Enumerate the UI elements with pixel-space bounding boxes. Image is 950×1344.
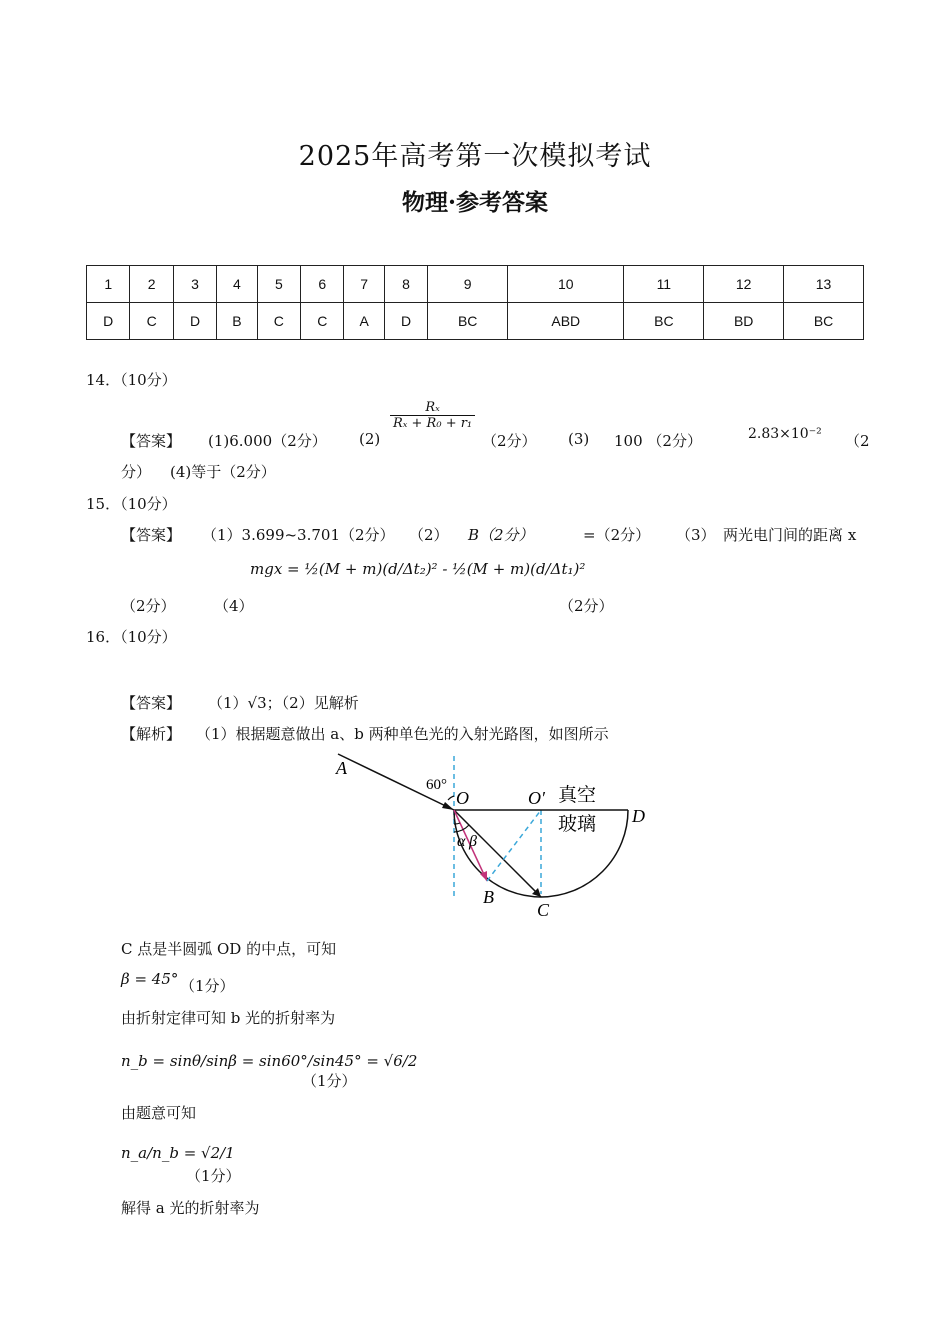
analysis-line-2-score: （1分）: [180, 977, 235, 995]
label-o-prime: O′: [528, 788, 545, 808]
q15-part2b: =（2分）: [583, 526, 651, 544]
q15-part2-label: （2）: [409, 526, 449, 544]
analysis-line-5: 由题意可知: [121, 1104, 197, 1122]
table-cell: C: [257, 303, 300, 340]
table-cell: 5: [257, 266, 300, 303]
table-cell: BC: [624, 303, 704, 340]
q14-part3b-score: （2: [845, 432, 870, 450]
table-cell: ABD: [508, 303, 624, 340]
q14-heading: 14．（10分）: [86, 371, 177, 389]
label-vacuum: 真空: [558, 784, 597, 806]
label-c: C: [537, 900, 550, 920]
label-beta: β: [469, 833, 477, 850]
analysis-line-6: n_a/n_b = √2/1: [121, 1144, 235, 1162]
table-cell: 11: [624, 266, 704, 303]
q16-answer-label: 【答案】: [121, 694, 182, 712]
table-cell: 4: [217, 266, 257, 303]
label-o: O: [456, 788, 469, 808]
q14-frac-numerator: Rₓ: [390, 400, 475, 416]
incident-arrow: [442, 802, 454, 810]
table-cell: 2: [130, 266, 173, 303]
table-cell: D: [87, 303, 130, 340]
q16-heading: 16．（10分）: [86, 628, 177, 646]
q14-fraction: [390, 400, 475, 431]
table-cell: 8: [384, 266, 427, 303]
q15-part4-score: （2分）: [559, 597, 614, 615]
label-d: D: [632, 806, 645, 826]
q16-answer: （1）√3；（2）见解析: [208, 694, 359, 712]
analysis-line-4: n_b = sinθ/sinβ = sin60°/sin45° = √6/2: [121, 1052, 418, 1070]
q14-part1: (1)6.000（2分）: [208, 432, 327, 450]
q15-part3: （3） 两光电门间的距离 x: [676, 526, 857, 544]
angle-60-arc: [448, 796, 454, 800]
label-a: A: [336, 758, 347, 778]
analysis-line-7: 解得 a 光的折射率为: [121, 1199, 260, 1217]
q15-part2-value: B（2分）: [468, 526, 534, 544]
table-cell: 10: [508, 266, 624, 303]
q14-frac-denominator: Rₓ + R₀ + r₁: [393, 416, 473, 431]
q14-part2-label: (2): [359, 430, 381, 448]
analysis-line-1: C 点是半圆弧 OD 的中点，可知: [121, 940, 337, 958]
table-cell: C: [301, 303, 344, 340]
q14-score-cont: 分）: [121, 463, 152, 481]
q14-answer-label: 【答案】: [121, 432, 182, 450]
q16-analysis-text: （1）根据题意做出 a、b 两种单色光的入射光路图，如图所示: [196, 725, 609, 743]
table-cell: D: [173, 303, 216, 340]
analysis-line-3: 由折射定律可知 b 光的折射率为: [121, 1009, 336, 1027]
table-cell: 12: [704, 266, 784, 303]
page-subtitle: 物理·参考答案: [401, 189, 548, 216]
table-cell: A: [344, 303, 384, 340]
table-cell: 6: [301, 266, 344, 303]
label-glass: 玻璃: [558, 813, 597, 835]
q15-part3-score: （2分）: [121, 597, 176, 615]
label-angle-60: 60°: [426, 777, 447, 793]
q15-answer-label: 【答案】: [121, 526, 182, 544]
answer-table: [86, 265, 864, 340]
table-row-numbers: [87, 266, 864, 303]
q14-part3-value: 100 （2分）: [614, 432, 702, 450]
table-cell: 13: [784, 266, 864, 303]
table-cell: 7: [344, 266, 384, 303]
table-cell: D: [384, 303, 427, 340]
label-b: B: [483, 887, 494, 907]
q15-part4-label: （4）: [214, 597, 254, 615]
analysis-line-6-score: （1分）: [186, 1167, 241, 1185]
q15-formula: mgx = ½(M + m)(d/Δt₂)² - ½(M + m)(d/Δt₁)²: [250, 560, 586, 578]
table-cell: BD: [704, 303, 784, 340]
refracted-ray-c: [454, 810, 541, 897]
table-cell: 9: [428, 266, 508, 303]
q14-part3b-value: 2.83×10⁻²: [748, 426, 822, 442]
label-alpha: α: [457, 833, 466, 850]
q15-heading: 15．（10分）: [86, 495, 177, 513]
refraction-diagram: [330, 748, 660, 924]
q14-part3-label: (3): [568, 430, 590, 448]
q15-part1: （1）3.699~3.701（2分）: [202, 526, 395, 544]
q14-part4: (4)等于（2分）: [170, 463, 276, 481]
table-cell: BC: [428, 303, 508, 340]
table-cell: 3: [173, 266, 216, 303]
table-cell: 1: [87, 266, 130, 303]
analysis-line-2: β = 45°: [121, 970, 179, 988]
table-cell: C: [130, 303, 173, 340]
q16-analysis-label: 【解析】: [121, 725, 182, 743]
q14-part2-score: （2分）: [482, 432, 537, 450]
table-row-answers: [87, 303, 864, 340]
table-cell: B: [217, 303, 257, 340]
table-cell: BC: [784, 303, 864, 340]
analysis-line-4-score: （1分）: [302, 1072, 357, 1090]
page-title: 2025年高考第一次模拟考试: [298, 141, 652, 172]
